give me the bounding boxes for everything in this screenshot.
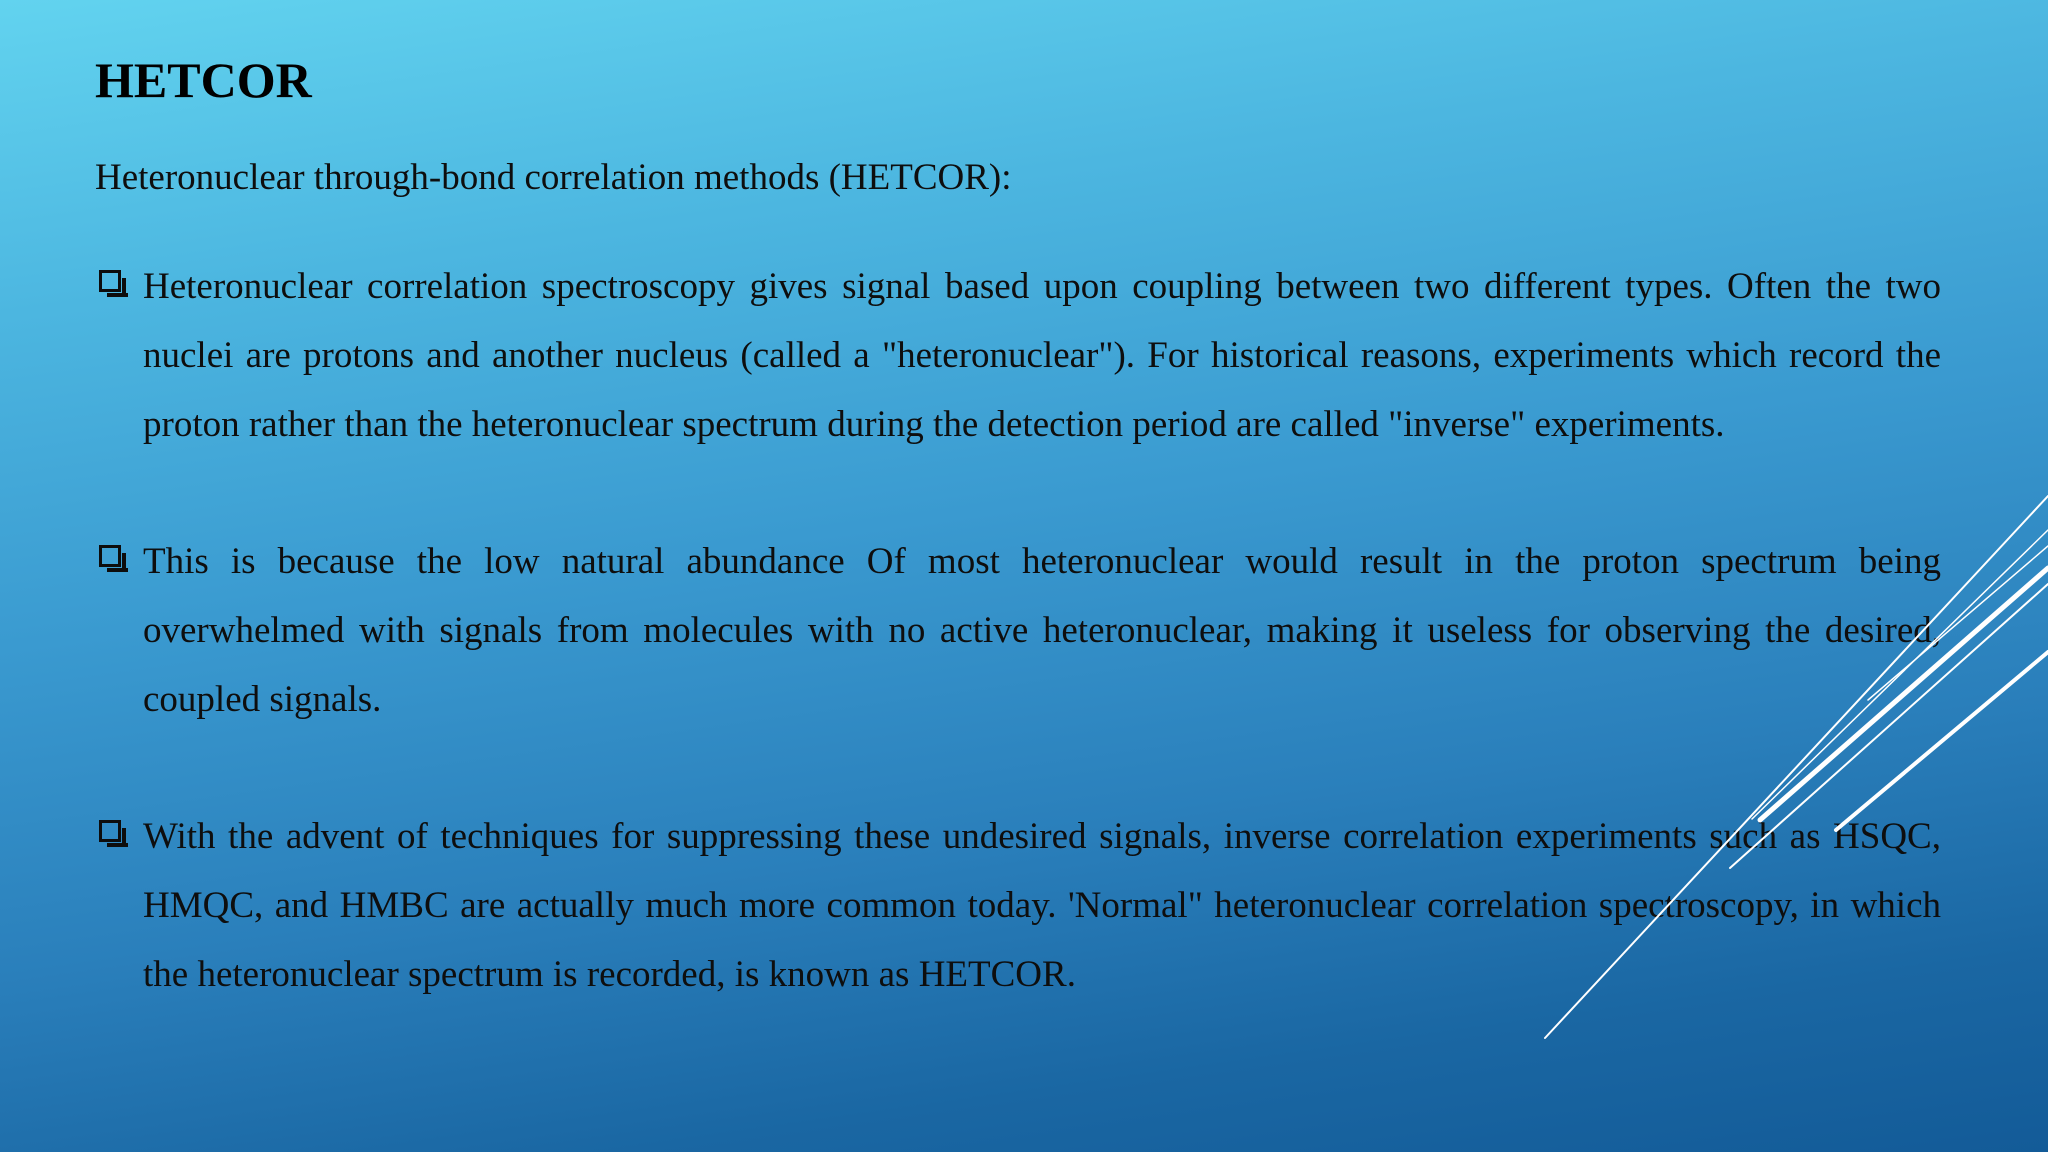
checkbox-square-icon bbox=[95, 802, 143, 871]
bullet-text: With the advent of techniques for suppressing these undesired signals, inverse correlation experiments such as HSQC, HMQC, and HMBC are actually much more common today. 'Normal" heteronuclear correlation spectroscopy, in which the heteronuclear spectrum is recorded, is known as HETCOR. bbox=[143, 816, 1941, 995]
slide-subtitle: Heteronuclear through-bond correlation methods (HETCOR): bbox=[95, 157, 1012, 198]
checkbox-square-icon bbox=[95, 527, 143, 596]
bullet-list bbox=[95, 252, 1941, 1077]
bullet-item bbox=[95, 252, 1941, 459]
slide-title: HETCOR bbox=[95, 52, 312, 108]
bullet-text: This is because the low natural abundance Of most heteronuclear would result in the proton spectrum being overwhelmed with signals from molecules with no active heteronuclear, making it useless for observing the desired, coupled signals. bbox=[143, 541, 1941, 720]
bullet-text: Heteronuclear correlation spectroscopy gives signal based upon coupling between two different types. Often the two nuclei are protons and another nucleus (called a "heteronuclear"). For historical reasons, experiments which record the proton rather than the heteronuclear spectrum during the detection period are called "inverse" experiments. bbox=[143, 266, 1941, 445]
bullet-item bbox=[95, 802, 1941, 1009]
bullet-item bbox=[95, 527, 1941, 734]
checkbox-square-icon bbox=[95, 252, 143, 321]
